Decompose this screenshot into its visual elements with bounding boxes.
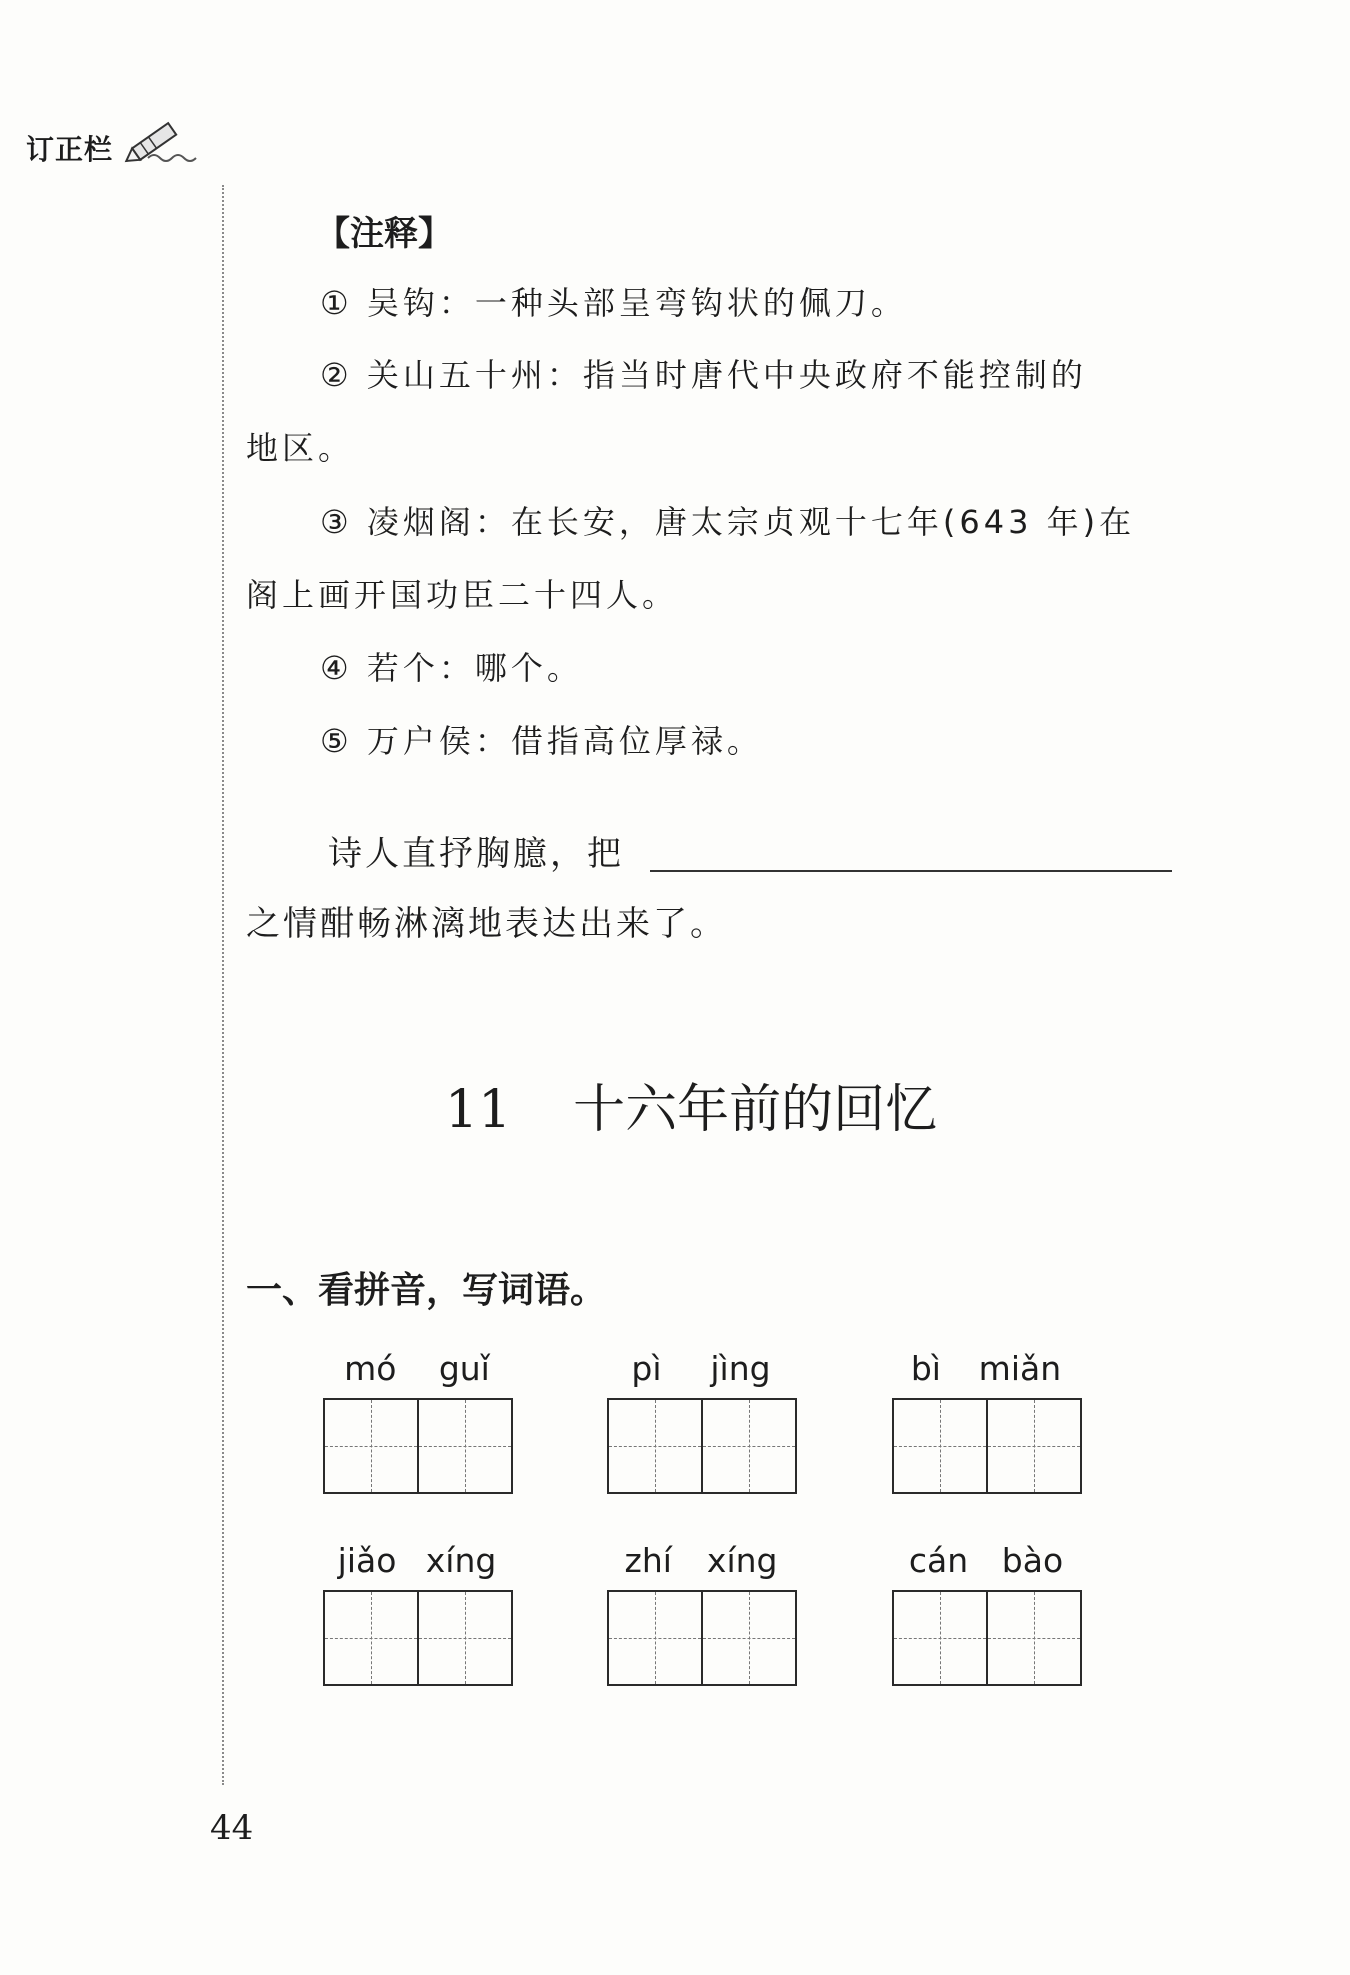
pencil-icon	[118, 110, 208, 170]
note-line-2-cont: 地区。	[246, 429, 355, 467]
pinyin-row	[323, 1346, 511, 1392]
word-item	[892, 1346, 1080, 1494]
writing-cell[interactable]	[325, 1592, 417, 1684]
writing-grid	[323, 1590, 513, 1686]
correction-column-label: 订正栏	[26, 133, 114, 166]
pinyin-syllable: xíng	[706, 1541, 778, 1580]
writing-cell[interactable]	[417, 1592, 511, 1684]
pinyin-syllable: guǐ	[438, 1349, 490, 1388]
word-item	[323, 1538, 511, 1686]
word-item	[607, 1346, 795, 1494]
notes-heading: 【注释】	[316, 214, 452, 254]
writing-cell[interactable]	[609, 1592, 701, 1684]
pinyin-syllable: xíng	[425, 1541, 497, 1580]
pinyin-syllable: pì	[631, 1349, 662, 1388]
answer-blank[interactable]	[650, 870, 1172, 872]
writing-cell[interactable]	[701, 1592, 795, 1684]
pinyin-syllable: cán	[908, 1541, 969, 1580]
pinyin-row	[892, 1346, 1080, 1392]
pinyin-syllable: zhí	[624, 1541, 672, 1580]
pinyin-syllable: jìng	[710, 1349, 771, 1388]
pinyin-syllable: bì	[910, 1349, 941, 1388]
writing-grid	[323, 1398, 513, 1494]
pinyin-row	[892, 1538, 1080, 1584]
pinyin-syllable: mó	[344, 1349, 397, 1388]
writing-cell[interactable]	[701, 1400, 795, 1492]
writing-grid	[607, 1398, 797, 1494]
pinyin-syllable: jiǎo	[337, 1541, 397, 1580]
pinyin-syllable: miǎn	[978, 1349, 1062, 1388]
fill-in-line-2: 之情酣畅淋漓地表达出来了。	[246, 904, 727, 944]
lesson-name: 十六年前的回忆	[573, 1080, 938, 1140]
pinyin-row	[607, 1346, 795, 1392]
pinyin-row	[607, 1538, 795, 1584]
pinyin-row	[323, 1538, 511, 1584]
writing-cell[interactable]	[325, 1400, 417, 1492]
writing-grid	[892, 1398, 1082, 1494]
fill-in-line-1: 诗人直抒胸臆，把	[328, 834, 624, 874]
section-heading: 一、看拼音，写词语。	[246, 1270, 607, 1311]
word-item	[323, 1346, 511, 1494]
writing-grid	[892, 1590, 1082, 1686]
note-line-3: ③ 凌烟阁：在长安，唐太宗贞观十七年(643 年)在	[320, 503, 1136, 541]
word-item	[892, 1538, 1080, 1686]
writing-cell[interactable]	[417, 1400, 511, 1492]
writing-cell[interactable]	[986, 1400, 1080, 1492]
writing-cell[interactable]	[894, 1400, 986, 1492]
note-line-5: ⑤ 万户侯：借指高位厚禄。	[320, 722, 763, 760]
writing-grid	[607, 1590, 797, 1686]
lesson-title	[445, 1067, 937, 1142]
margin-divider	[222, 185, 224, 1785]
word-item	[607, 1538, 795, 1686]
note-line-2: ② 关山五十州：指当时唐代中央政府不能控制的	[320, 356, 1087, 394]
pinyin-syllable: bào	[1001, 1541, 1064, 1580]
note-line-1: ① 吴钩：一种头部呈弯钩状的佩刀。	[320, 284, 907, 322]
writing-cell[interactable]	[609, 1400, 701, 1492]
note-line-3-cont: 阁上画开国功臣二十四人。	[246, 576, 679, 614]
writing-cell[interactable]	[986, 1592, 1080, 1684]
lesson-number: 11	[445, 1080, 512, 1140]
note-line-4: ④ 若个：哪个。	[320, 649, 583, 687]
writing-cell[interactable]	[894, 1592, 986, 1684]
page-number: 44	[210, 1808, 254, 1848]
